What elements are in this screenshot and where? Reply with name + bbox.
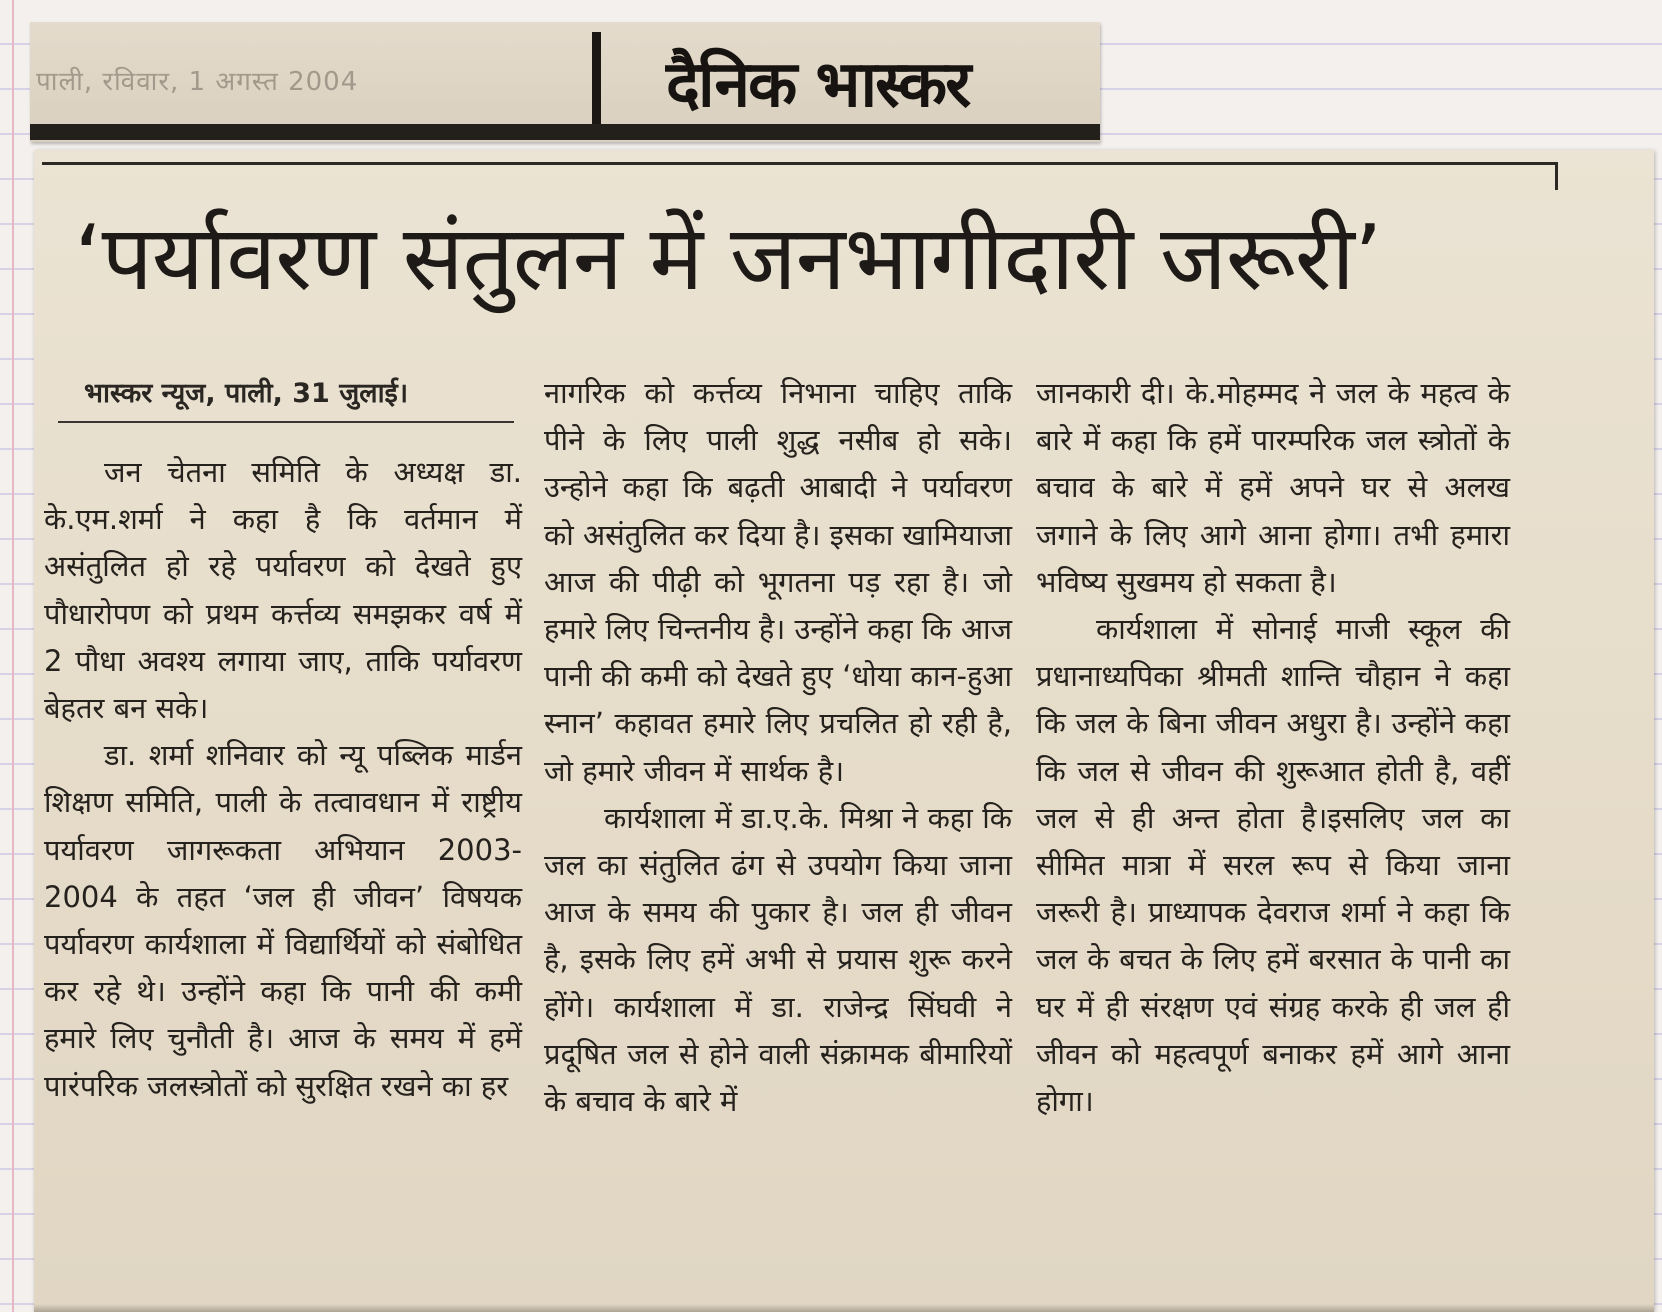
newspaper-logo: दैनिक भास्कर xyxy=(666,48,970,122)
masthead-bottom-bar xyxy=(30,124,1100,140)
article-column-1 xyxy=(44,370,522,1110)
column-2-paragraph: नागरिक को कर्त्तव्य निभाना चाहिए ताकि पीने के लिए पाली शुद्ध नसीब हो सके। उन्होने कहा कि बढ़ती आबादी ने पर्यावरण को असंतुलित कर दिया है। इसका खामियाजा आज की पीढ़ी को भूगतना पड़ रहा है। जो हमारे लिए चिन्तनीय है। उन्होंने कहा कि आज पानी की कमी को देखते हुए ‘धोया कान-हुआ स्नान’ कहावत हमारे लिए प्रचलित हो रही है, जो हमारे जीवन में सार्थक है। xyxy=(544,376,1012,788)
paper-margin-line xyxy=(12,0,14,1312)
column-3-paragraph: जानकारी दी। के.मोहम्मद ने जल के महत्व के बारे में कहा कि हमें पारम्परिक जल स्त्रोतों के बचाव के बारे में हमें अपने घर से अलख जगाने के लिए आगे आना होगा। तभी हमारा भविष्य सुखमय हो सकता है। xyxy=(1036,376,1510,599)
column-3-paragraph: कार्यशाला में सोनाई माजी स्कूल की प्रधानाध्यपिका श्रीमती शान्ति चौहान ने कहा कि जल के बिना जीवन अधुरा है। उन्होंने कहा कि जल से जीवन की शुरूआत होती है, वहीं जल से ही अन्त होता है।इसलिए जल का सीमित मात्रा में सरल रूप से किया जाना जरूरी है। प्राध्यापक देवराज शर्मा ने कहा कि जल के बचत के लिए हमें बरसात के पानी का घर में ही संरक्षण एवं संग्रह करके ही जल ही जीवन को महत्वपूर्ण बनाकर हमें आगे आना होगा। xyxy=(1036,612,1510,1119)
column-1-paragraph: जन चेतना समिति के अध्यक्ष डा. के.एम.शर्मा ने कहा है कि वर्तमान में असंतुलित हो रहे पर्यावरण को देखते हुए पौधारोपण को प्रथम कर्त्तव्य समझकर वर्ष में 2 पौधा अवश्य लगाया जाए, ताकि पर्यावरण बेहतर बन सके। xyxy=(44,455,522,726)
byline-rule xyxy=(58,421,514,423)
article-headline: ‘पर्यावरण संतुलन में जनभागीदारी जरूरी’ xyxy=(74,206,1382,311)
scan-bottom-edge xyxy=(34,1304,1654,1312)
article-clipping xyxy=(34,150,1654,1312)
article-byline: भास्कर न्यूज, पाली, 31 जुलाई। xyxy=(84,378,409,409)
column-1-paragraph: डा. शर्मा शनिवार को न्यू पब्लिक मार्डन शिक्षण समिति, पाली के तत्वावधान में राष्ट्रीय पर्यावरण जागरूकता अभियान 2003-2004 के तहत ‘जल ही जीवन’ विषयक पर्यावरण कार्यशाला में विद्यार्थियों को संबोधित कर रहे थे। उन्होंने कहा कि पानी की कमी हमारे लिए चुनौती है। आज के समय में हमें पारंपरिक जलस्त्रोतों को सुरक्षित रखने का हर xyxy=(44,738,522,1103)
article-top-rule-end xyxy=(1555,162,1558,190)
article-column-3 xyxy=(1036,370,1510,1125)
masthead-divider xyxy=(592,32,601,132)
article-top-rule xyxy=(42,162,1558,165)
article-column-2 xyxy=(544,370,1012,1125)
masthead-dateline: पाली, रविवार, 1 अगस्त 2004 xyxy=(36,67,359,97)
column-2-paragraph: कार्यशाला में डा.ए.के. मिश्रा ने कहा कि जल का संतुलित ढंग से उपयोग किया जाना आज के समय की पुकार है। जल ही जीवन है, इसके लिए हमें अभी से प्रयास शुरू करने होंगे। कार्यशाला में डा. राजेन्द्र सिंघवी ने प्रदूषित जल से होने वाली संक्रामक बीमारियों के बचाव के बारे में xyxy=(544,800,1012,1119)
masthead-clipping xyxy=(30,22,1100,142)
